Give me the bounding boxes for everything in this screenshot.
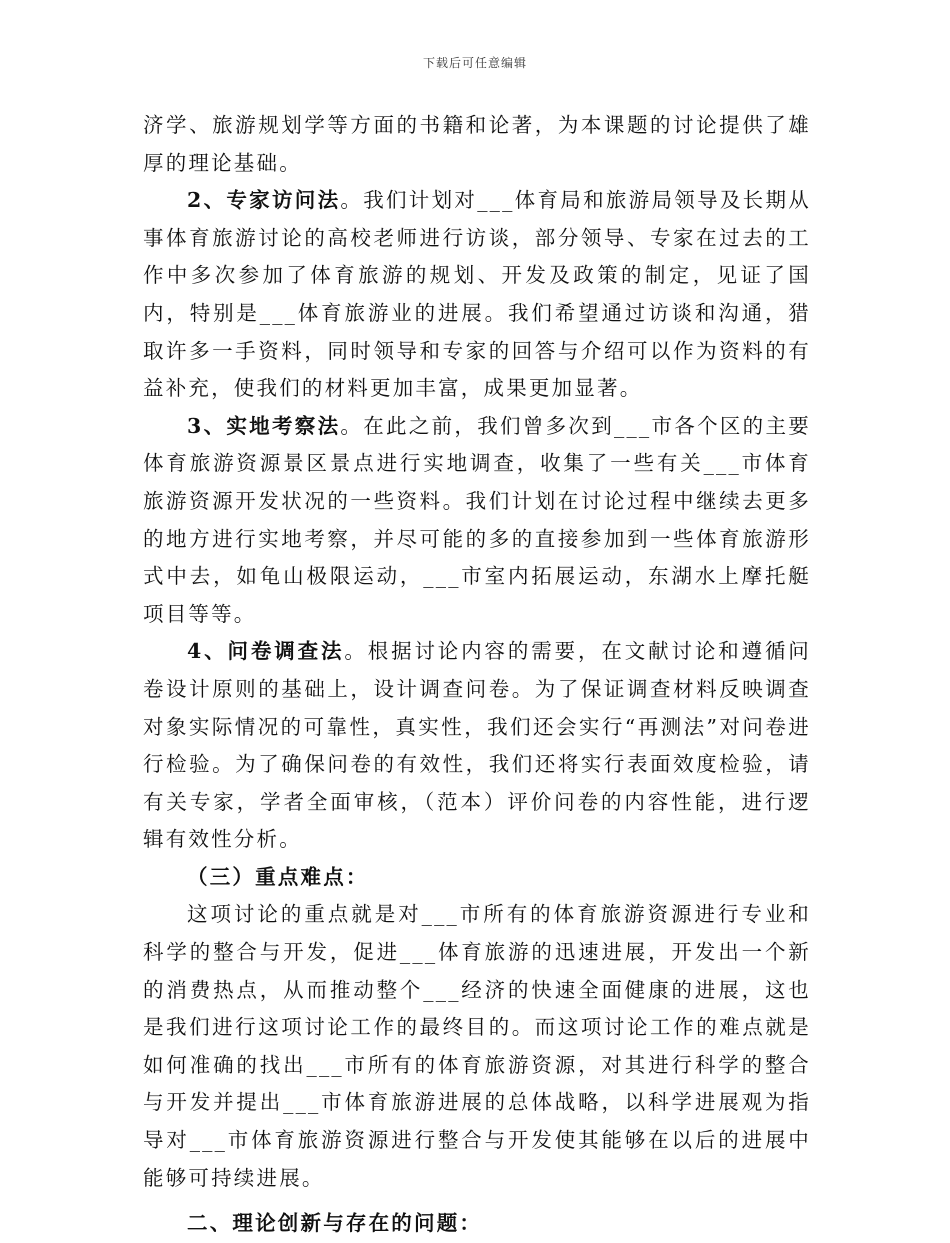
paragraph-key-difficulties: 这项讨论的重点就是对___市所有的体育旅游资源进行专业和科学的整合与开发，促进___体育旅游的迅速进展，开发出一个新的消费热点，从而推动整个___经济的快速全面健康的进展，这也是我们进行这项讨论工作的最终目的。而这项讨论工作的难点就是如何准确的找出___市所有的体育旅游资源，对其进行科学的整合与开发并提出___市体育旅游进展的总体战略，以科学进展观为指导对___市体育旅游资源进行整合与开发使其能够在以后的进展中能够可持续进展。 — [143, 902, 811, 1190]
section-heading-key-difficulties: （三）重点难点： — [187, 864, 369, 889]
page-header-note: 下载后可任意编辑 — [422, 56, 527, 70]
method-body-field-survey: 。在此之前，我们曾多次到___市各个区的主要体育旅游资源景区景点进行实地调查，收集了一些有关___市体育旅游资源开发状况的一些资料。我们计划在讨论过程中继续去更多的地方进行实地考察，并尽可能的多的直接参加到一些体育旅游形式中去，如龟山极限运动，___市室内拓展运动，东湖水上摩托艇项目等等。 — [143, 413, 811, 626]
paragraph-literature-continuation: 济学、旅游规划学等方面的书籍和论著，为本课题的讨论提供了雄厚的理论基础。 — [143, 113, 811, 175]
method-title-questionnaire: 4、问卷调查法 — [187, 639, 345, 664]
paragraph-questionnaire — [143, 633, 811, 859]
paragraph-field-survey — [143, 408, 811, 634]
method-body-expert-interview: 。我们计划对___体育局和旅游局领导及长期从事体育旅游讨论的高校老师进行访谈，部分领导、专家在过去的工作中多次参加了体育旅游的规划、开发及政策的制定，见证了国内，特别是___体育旅游业的进展。我们希望通过访谈和沟通，猎取许多一手资料，同时领导和专家的回答与介绍可以作为资料的有益补充，使我们的材料更加丰富，成果更加显著。 — [143, 188, 811, 401]
paragraph-expert-interview — [143, 182, 811, 408]
document-body — [143, 107, 811, 1243]
section-heading-theory-innovation: 二、理论创新与存在的问题： — [187, 1211, 483, 1236]
method-title-expert-interview: 2、专家访问法 — [187, 188, 341, 213]
method-title-field-survey: 3、实地考察法 — [187, 413, 341, 438]
method-body-questionnaire: 。根据讨论内容的需要，在文献讨论和遵循问卷设计原则的基础上，设计调查问卷。为了保证调查材料反映调查对象实际情况的可靠性，真实性，我们还会实行“再测法”对问卷进行检验。为了确保问卷的有效性，我们还将实行表面效度检验，请有关专家，学者全面审核，（范本）评价问卷的内容性能，进行逻辑有效性分析。 — [143, 639, 812, 852]
